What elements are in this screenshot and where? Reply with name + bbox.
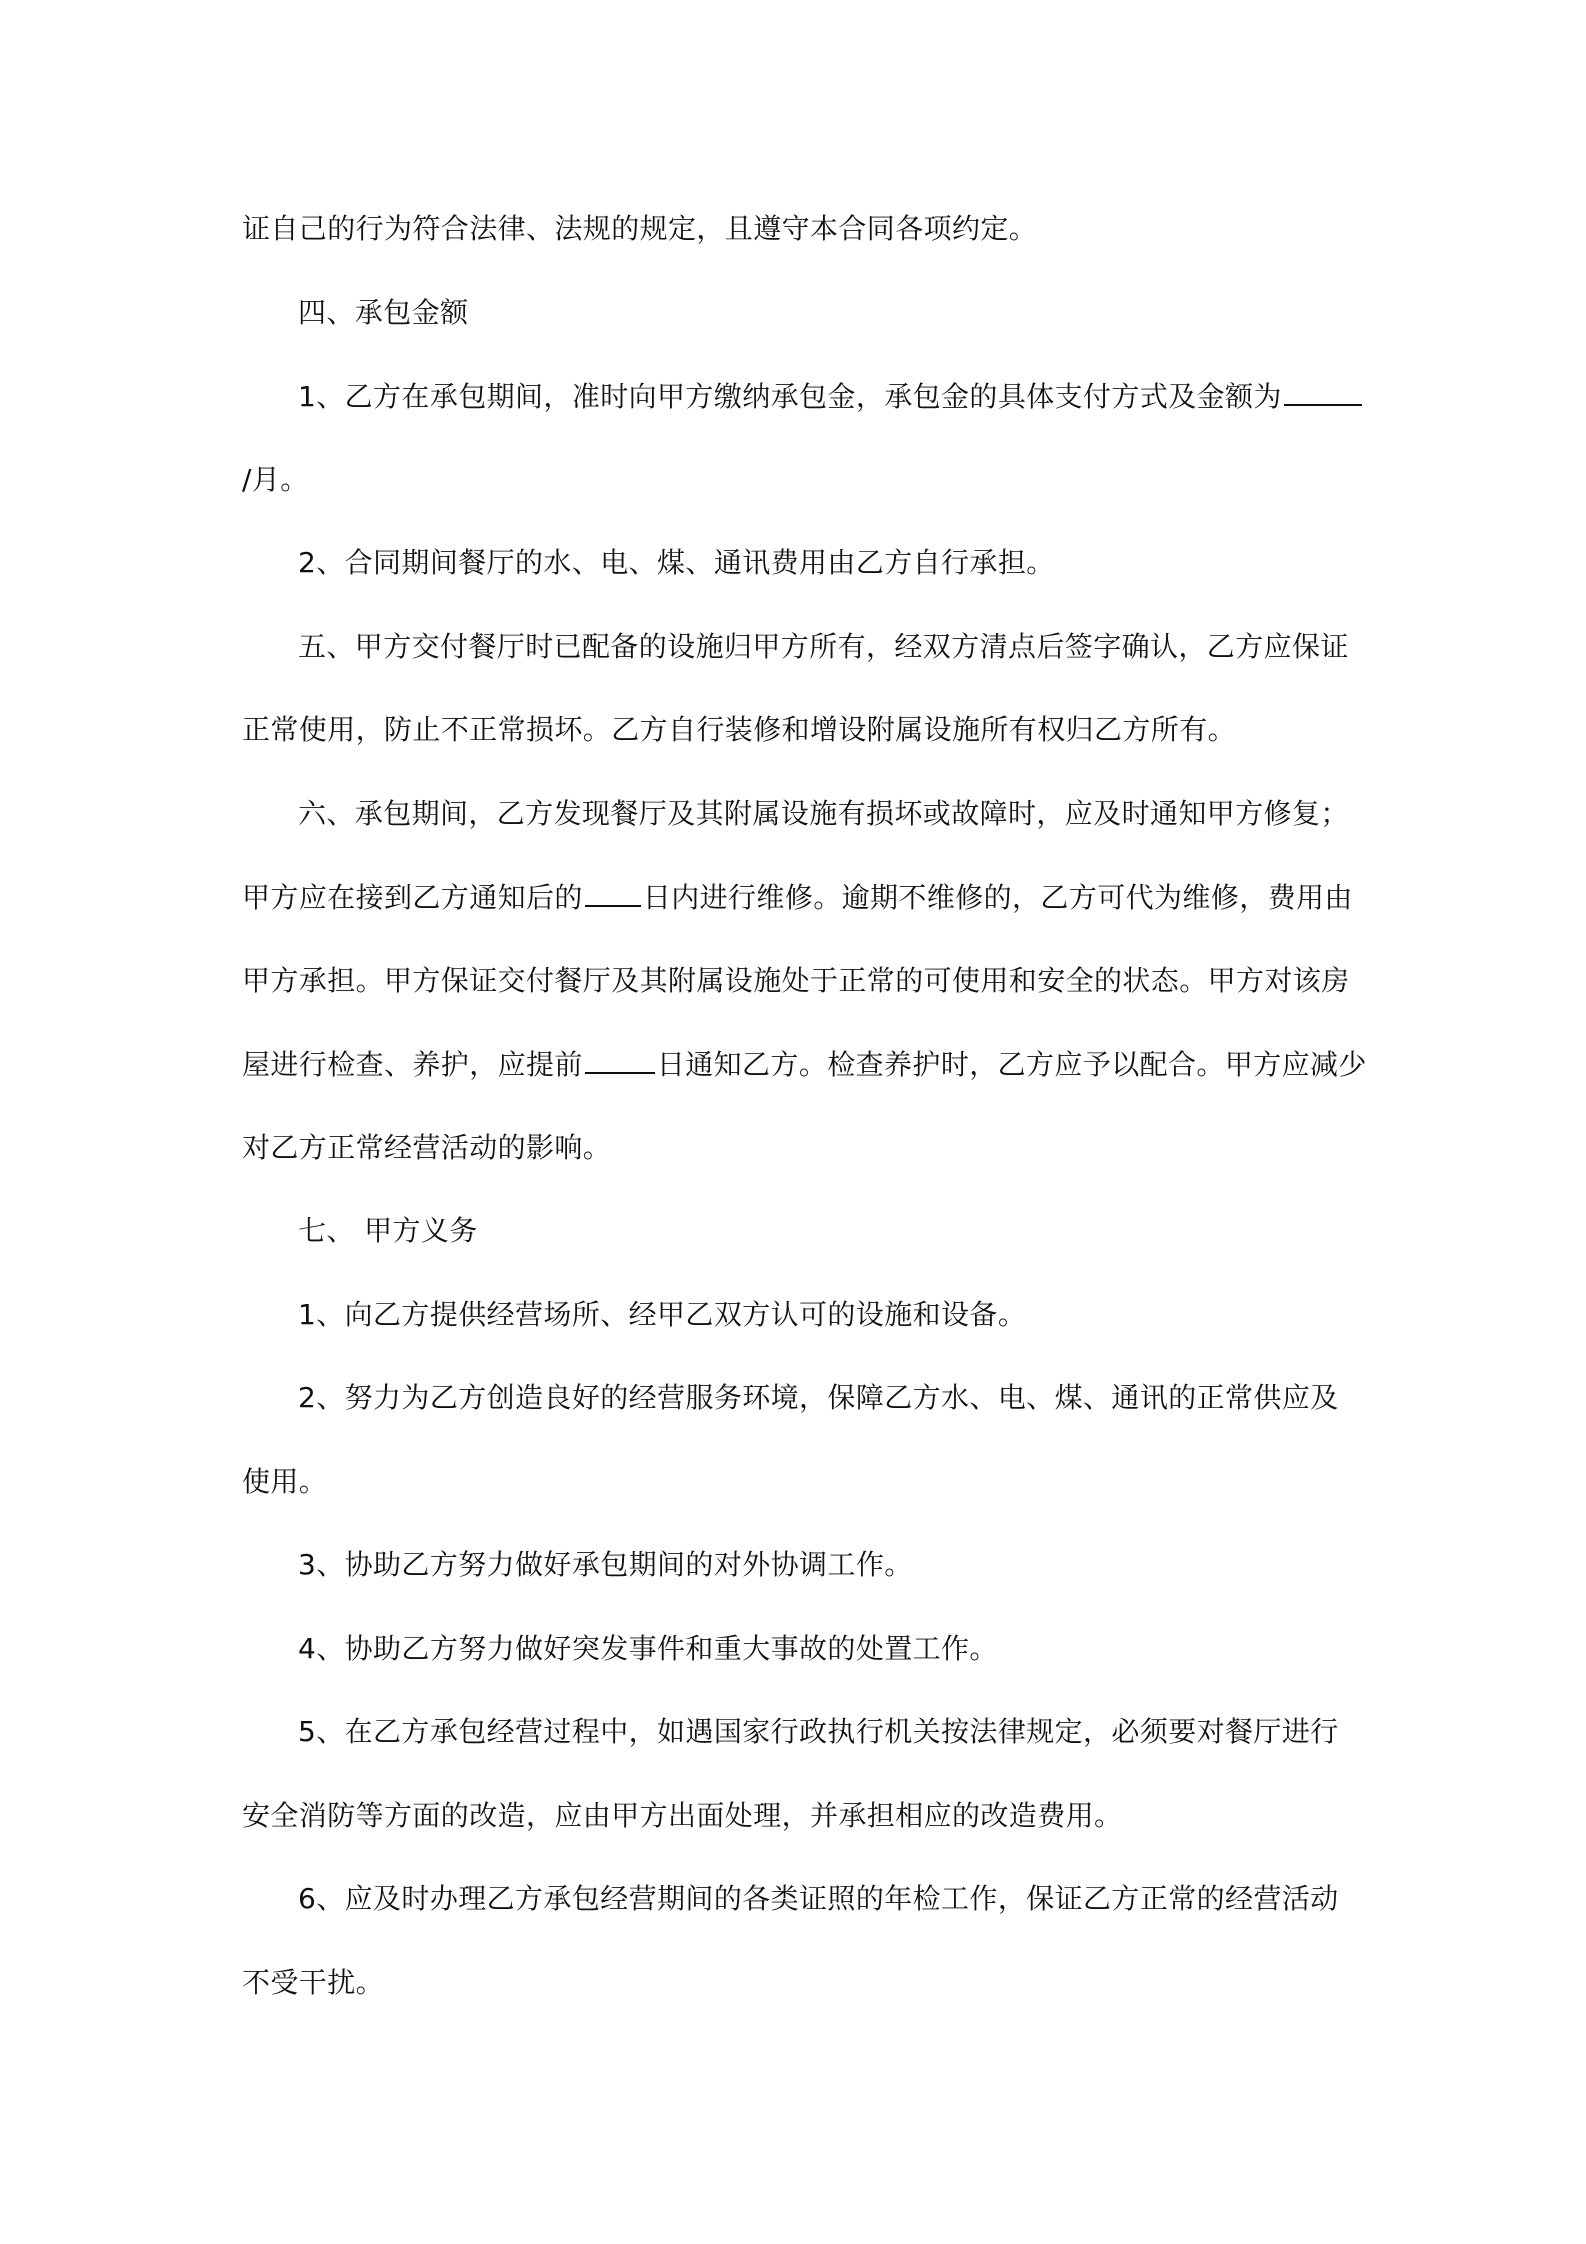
paragraph-line bbox=[242, 1293, 1354, 1377]
paragraph-line bbox=[242, 1543, 1354, 1627]
text-line: 使用。 bbox=[242, 1464, 328, 1498]
paragraph-line bbox=[242, 959, 1354, 1043]
text-line: 6、应及时办理乙方承包经营期间的各类证照的年检工作，保证乙方正常的经营活动 bbox=[298, 1882, 1339, 1915]
text-line: 证自己的行为符合法律、法规的规定，且遵守本合同各项约定。 bbox=[242, 212, 1038, 245]
text-line: 正常使用，防止不正常损坏。乙方自行装修和增设附属设施所有权归乙方所有。 bbox=[242, 713, 1237, 746]
text-line: 3、协助乙方努力做好承包期间的对外协调工作。 bbox=[298, 1548, 913, 1581]
paragraph-line bbox=[242, 625, 1354, 709]
paragraph-line bbox=[242, 207, 1354, 291]
paragraph-line bbox=[242, 1961, 1354, 2045]
paragraph-line bbox=[242, 1877, 1354, 1961]
text-line: 五、甲方交付餐厅时已配备的设施归甲方所有，经双方清点后签字确认，乙方应保证 bbox=[298, 629, 1349, 663]
fill-in-blank bbox=[585, 875, 641, 907]
text-line: 1、乙方在承包期间，准时向甲方缴纳承包金，承包金的具体支付方式及金额为 bbox=[298, 380, 1282, 413]
text-line: 日内进行维修。逾期不维修的，乙方可代为维修，费用由 bbox=[642, 881, 1353, 914]
text-line: 日通知乙方。检查养护时，乙方应予以配合。甲方应减少 bbox=[656, 1048, 1367, 1081]
text-line: 屋进行检查、养护，应提前 bbox=[242, 1048, 583, 1081]
paragraph-line bbox=[242, 1627, 1354, 1711]
paragraph-line bbox=[242, 374, 1354, 458]
text-line: 2、合同期间餐厅的水、电、煤、通讯费用由乙方自行承担。 bbox=[298, 546, 1055, 579]
paragraph-line bbox=[242, 1126, 1354, 1210]
text-line: 1、向乙方提供经营场所、经甲乙双方认可的设施和设备。 bbox=[298, 1297, 1027, 1331]
text-line: 六、承包期间，乙方发现餐厅及其附属设施有损坏或故障时，应及时通知甲方修复； bbox=[298, 796, 1349, 830]
paragraph-line bbox=[242, 541, 1354, 625]
section-title: 七、 甲方义务 bbox=[298, 1214, 478, 1247]
paragraph-line bbox=[242, 708, 1354, 792]
paragraph-line bbox=[242, 1794, 1354, 1878]
document-body bbox=[242, 207, 1367, 2044]
text-line: 对乙方正常经营活动的影响。 bbox=[242, 1130, 612, 1164]
text-line: /月。 bbox=[242, 462, 309, 496]
text-line: 不受干扰。 bbox=[242, 1965, 385, 1999]
section-title: 四、承包金额 bbox=[298, 295, 469, 329]
section-heading bbox=[242, 291, 1354, 375]
paragraph-line bbox=[242, 1710, 1354, 1794]
fill-in-blank bbox=[585, 1042, 655, 1074]
text-line: 2、努力为乙方创造良好的经营服务环境，保障乙方水、电、煤、通讯的正常供应及 bbox=[298, 1381, 1339, 1414]
paragraph-line bbox=[242, 1376, 1354, 1460]
text-line: 甲方应在接到乙方通知后的 bbox=[242, 881, 583, 914]
text-line: 4、协助乙方努力做好突发事件和重大事故的处置工作。 bbox=[298, 1631, 998, 1665]
section-heading bbox=[242, 1209, 1354, 1293]
paragraph-line bbox=[242, 875, 1354, 959]
paragraph-line bbox=[242, 458, 1354, 542]
paragraph-line bbox=[242, 1460, 1354, 1544]
paragraph-line bbox=[242, 1042, 1367, 1126]
text-line: 5、在乙方承包经营过程中，如遇国家行政执行机关按法律规定，必须要对餐厅进行 bbox=[298, 1715, 1339, 1748]
fill-in-blank bbox=[1284, 374, 1362, 406]
paragraph-line bbox=[242, 792, 1354, 876]
text-line: 安全消防等方面的改造，应由甲方出面处理，并承担相应的改造费用。 bbox=[242, 1798, 1123, 1832]
text-line: 甲方承担。甲方保证交付餐厅及其附属设施处于正常的可使用和安全的状态。甲方对该房 bbox=[242, 963, 1350, 997]
